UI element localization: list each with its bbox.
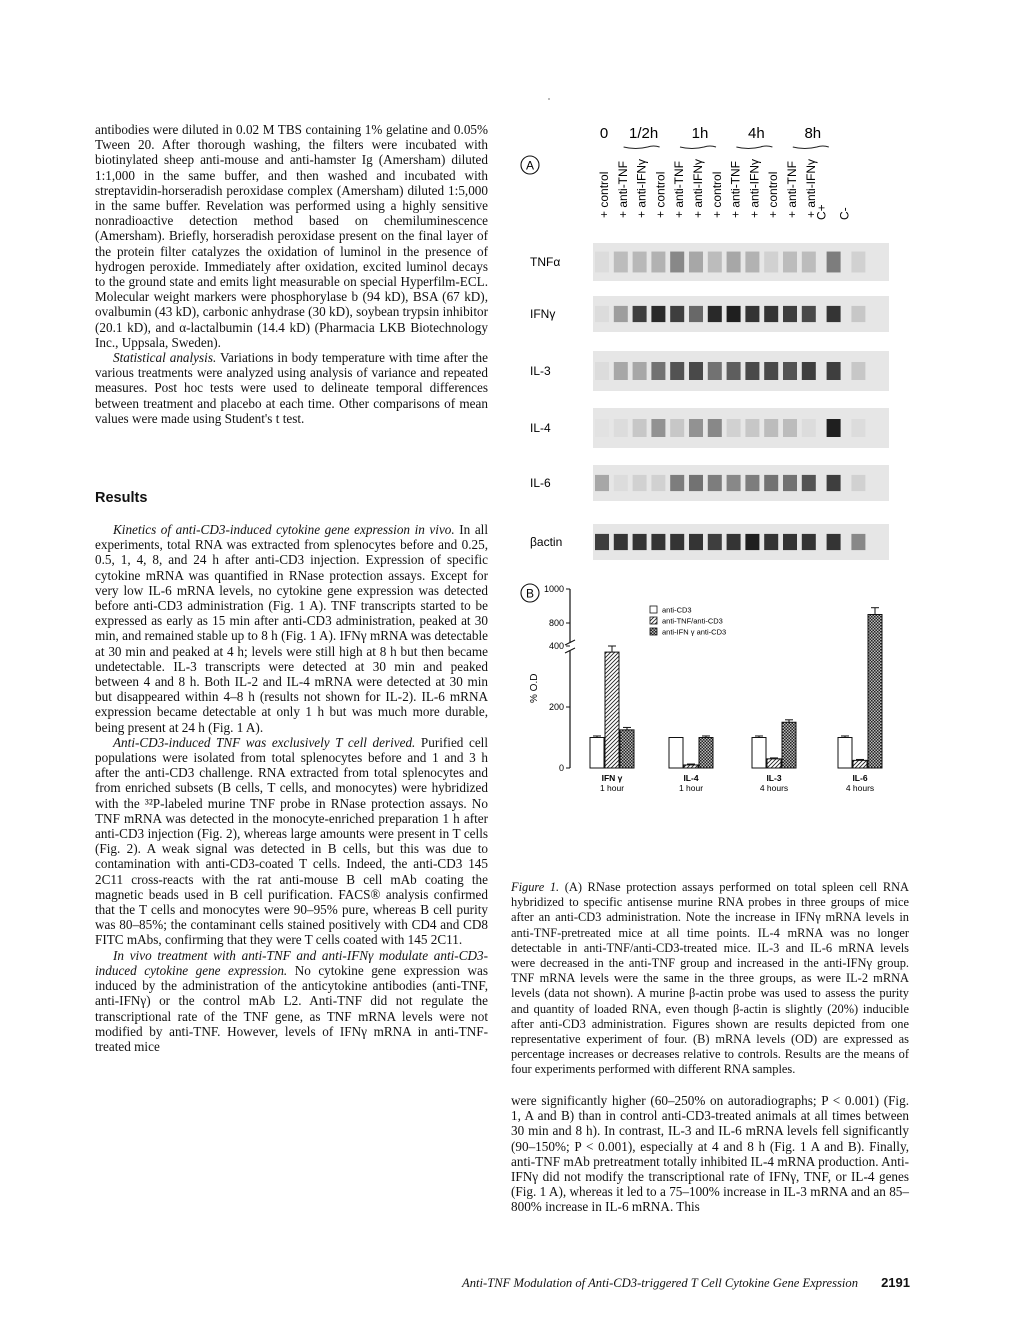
blot-row-label: IFNγ: [530, 307, 556, 321]
y-axis-label: % O.D: [529, 673, 540, 703]
category-time: 1 hour: [599, 783, 625, 793]
tnf-source-runin: Anti-CD3-induced TNF was exclusively T cell derived.: [113, 734, 416, 750]
gel-band: [745, 419, 759, 437]
gel-band: [595, 534, 609, 550]
category-label: IL-6: [852, 773, 868, 783]
gel-band: [651, 252, 665, 273]
gel-band: [764, 419, 778, 437]
gel-band: [851, 306, 865, 322]
gel-band: [689, 252, 703, 273]
bar: [669, 738, 683, 769]
gel-band: [764, 252, 778, 273]
category-label: IFN γ: [601, 773, 623, 783]
gel-band: [827, 252, 841, 273]
tnf-source-text: Purified cell populations were isolated from total splenocytes before and 1 and 3 h after the anti-CD3 challenge. RNA extracted from total splenocytes and from enriched subsets (B cells, T cells, and monocytes) were hybridized with the ³²P-labeled murine TNF probe in RNase protection assays. No TNF mRNA was detected in the monocyte-enriched preparation 1 h after anti-CD3 injection (Fig. 2), whereas large amounts were present in T cells (Fig. 2). A weak signal was detected in B cells, but this was due to contamination with anti-CD3-coated T cells. Indeed, the anti-CD3 145 2C11 cross-reacts with the rat anti-mouse B cell mAb coating the magnetic beads used in B cell purification. FACS® analysis confirmed that the T cells and monocytes were 90–95% pure, whereas B cell purity was 80–85%; the contaminant cells stained positively with CD4 and CD8 FITC mAbs, confirming that they were T cells coated with 145 2C11.: [95, 734, 488, 948]
gel-band: [595, 475, 609, 491]
time-bracket: [736, 146, 772, 149]
results-heading: Results: [95, 490, 148, 506]
gel-band: [783, 306, 797, 322]
category-label: IL-4: [683, 773, 699, 783]
gel-band: [851, 534, 865, 550]
bar: [767, 759, 781, 768]
lane-label: + control: [653, 171, 668, 218]
gel-band: [727, 306, 741, 322]
gel-band: [708, 306, 722, 322]
in-vivo-runin: In vivo treatment with anti-TNF and anti-IFNγ modulate anti-CD3-induced cytokine gene expression.: [95, 947, 488, 978]
gel-band: [633, 252, 647, 273]
gel-band: [827, 306, 841, 322]
y-tick-label: 1000: [543, 584, 564, 594]
panel-b-label: B: [525, 586, 535, 601]
gel-band: [614, 306, 628, 322]
legend-swatch: [650, 617, 657, 624]
gel-band: [614, 534, 628, 550]
statistical-analysis-paragraph: [95, 350, 488, 426]
gel-band: [727, 362, 741, 380]
gel-band: [651, 419, 665, 437]
bar: [868, 615, 882, 769]
legend-swatch: [650, 628, 657, 635]
y-tick-label: 200: [548, 702, 564, 712]
gel-band: [827, 475, 841, 491]
bar: [684, 765, 698, 768]
gel-band: [670, 534, 684, 550]
gel-band: [651, 362, 665, 380]
gel-band: [827, 534, 841, 550]
lane-label: C+: [814, 204, 829, 220]
figure-1-graphic: [505, 118, 915, 878]
gel-band: [614, 475, 628, 491]
lane-label: + control: [709, 171, 724, 218]
gel-band: [595, 306, 609, 322]
results-paragraph-kinetics: [95, 522, 488, 735]
lane-label: + anti-IFNγ: [747, 158, 762, 218]
bar: [699, 738, 713, 769]
gel-band: [708, 475, 722, 491]
panel-a-label: A: [525, 158, 535, 173]
legend-label: anti-IFN γ anti-CD3: [662, 627, 727, 637]
bar: [752, 738, 766, 769]
category-label: IL-3: [766, 773, 782, 783]
gel-band: [633, 419, 647, 437]
time-bracket: [793, 146, 829, 149]
gel-band: [614, 419, 628, 437]
lane-label: + anti-IFNγ: [803, 158, 818, 218]
time-bracket: [680, 146, 716, 149]
lane-label: + anti-TNF: [672, 160, 687, 218]
lane-label: + anti-TNF: [615, 160, 630, 218]
gel-band: [851, 475, 865, 491]
lane-label: + anti-TNF: [785, 160, 799, 218]
gel-band: [727, 419, 741, 437]
gel-band: [783, 362, 797, 380]
gel-band: [689, 362, 703, 380]
legend-swatch: [650, 606, 657, 613]
methods-paragraph: antibodies were diluted in 0.02 M TBS containing 1% gelatine and 0.05% Tween 20. After thorough washing, the filters were incubated with biotinylated sheep anti-mouse and anti-hamster Ig (Amersham) diluted 1:1,000 in the same buffer, and then washed and incubated with streptavidin-horseradish peroxidase complex (Amersham) diluted 1:5,000 in the same buffer. Revelation was performed using a highly sensitive nonradioactive detection method based on chemiluminescence (Amersham). Briefly, horseradish peroxidase present on the final layer of the protein filter catalyzes the oxidation of luminol in the presence of hydrogen peroxide. Immediately after oxidation, excited luminol decays to the ground state and emits light measurable on special Hyperfilm-ECL. Molecular weight markers were phosphorylase b (94 kD), BSA (67 kD), ovalbumin (43 kD), carbonic anhydrase (30 kD), soybean trypsin inhibitor (20.1 kD), and α-lactalbumin (14.4 kD) (Pharmacia LKB Biotechnology Inc., Uppsala, Sweden).: [95, 122, 488, 350]
gel-band: [689, 534, 703, 550]
gel-band: [633, 475, 647, 491]
caption-text: (A) RNase protection assays performed on total spleen cell RNA hybridized to specific antisense murine RNA probes in three groups of mice after an anti-CD3 administration. Note the increase in IFNγ mRNA levels in anti-TNF-pretreated mice at all time points. IL-4 mRNA was no longer detectable in anti-TNF/anti-CD3-treated mice. IL-3 and IL-6 mRNA levels were decreased in the anti-TNF group and increased in the anti-IFNγ group. TNF mRNA levels were the same in the three groups, as were IL-2 mRNA levels (data not shown). A murine β-actin probe was used to assess the purity and quantity of loaded RNA, even though β-actin is slightly (20%) inducible after anti-CD3 administration. Figures shown are results depicted from one representative experiment of four. (B) mRNA levels (OD) are expressed as percentage increases or decreases relative to controls. Results are the means of four experiments performed with different RNA samples.: [511, 880, 909, 1077]
gel-band: [802, 419, 816, 437]
blot-row-label: IL-4: [530, 421, 551, 435]
gel-band: [764, 362, 778, 380]
gel-band: [670, 252, 684, 273]
gel-band: [651, 306, 665, 322]
gel-band: [745, 306, 759, 322]
gel-band: [827, 362, 841, 380]
bar: [620, 730, 634, 768]
gel-band: [783, 419, 797, 437]
lane-label: + control: [597, 171, 611, 218]
panel-a-blots: [521, 125, 889, 560]
blot-row-label: IL-6: [530, 476, 551, 490]
results-continuation-column: [511, 1093, 909, 1215]
kinetics-text: In all experiments, total RNA was extracted from splenocytes before and 0.25, 0.5, 1, 4, 8, and 24 h after anti-CD3 injection. Expression of specific cytokine mRNA was quantified in RNase protection assays. Except for very low IL-6 mRNA levels, no cytokine gene expression was detected before anti-CD3 administration (Fig. 1 A). TNF transcripts started to be expressed as early as 15 min after anti-CD3 administration, peaked at 30 min, and remained stable up to 8 h (Fig. 1 A). IFNγ mRNA was detectable at 30 min and peaked at 4 h; levels were still high at 8 h but then became undetectable. IL-3 transcripts were detected at 30 min and peaked between 4 and 8 h. Both IL-2 and IL-4 mRNA were detected at 30 min but disappeared within 4–8 h (results not shown for IL-2). IL-6 mRNA expression became detectable at only 1 h but was much more durable, being present at 24 h (Fig. 1 A).: [95, 522, 488, 735]
category-time: 1 hour: [678, 783, 704, 793]
time-label: 0: [599, 125, 609, 142]
gel-band: [651, 475, 665, 491]
legend-label: anti-CD3: [662, 605, 692, 615]
blot-row-label: βactin: [530, 535, 563, 549]
lane-label: C-: [837, 207, 852, 220]
gel-band: [727, 475, 741, 491]
gel-band: [727, 534, 741, 550]
page-speck: [548, 98, 550, 100]
in-vivo-text: No cytokine gene expression was induced by the administration of the anticytokine antibodies (anti-TNF, anti-IFNγ) or the control mAb L2. Anti-TNF did not regulate the transcriptional rate of the TNF gene, as TNF mRNA levels were not modified by anti-TNF. However, levels of IFNγ mRNA in anti-TNF-treated mice: [95, 962, 488, 1054]
gel-band: [802, 252, 816, 273]
figure-caption: [511, 880, 909, 1078]
gel-band: [614, 362, 628, 380]
time-label: 1/2h: [628, 125, 659, 142]
gel-band: [670, 306, 684, 322]
gel-band: [802, 534, 816, 550]
lane-label: + anti-TNF: [728, 160, 743, 218]
gel-band: [764, 475, 778, 491]
blot-row-label: TNFα: [530, 255, 561, 269]
kinetics-runin: Kinetics of anti-CD3-induced cytokine gene expression in vivo.: [113, 522, 455, 537]
running-title: Anti-TNF Modulation of Anti-CD3-triggered T Cell Cytokine Gene Expression: [462, 1276, 858, 1290]
gel-band: [764, 306, 778, 322]
gel-band: [745, 534, 759, 550]
gel-band: [745, 362, 759, 380]
gel-band: [851, 419, 865, 437]
gel-band: [708, 252, 722, 273]
gel-band: [595, 419, 609, 437]
gel-band: [851, 252, 865, 273]
bar: [590, 738, 604, 769]
time-label: 1h: [691, 125, 709, 142]
gel-band: [670, 475, 684, 491]
results-column: [95, 522, 488, 1054]
gel-band: [689, 306, 703, 322]
time-label: 4h: [748, 125, 765, 142]
gel-band: [633, 534, 647, 550]
gel-band: [783, 534, 797, 550]
lane-label: + anti-IFNγ: [634, 158, 649, 218]
gel-band: [745, 252, 759, 273]
y-tick-label: 800: [548, 618, 564, 628]
gel-band: [633, 306, 647, 322]
lane-label: + anti-IFNγ: [691, 158, 705, 218]
bar: [853, 760, 867, 768]
gel-band: [802, 475, 816, 491]
gel-band: [708, 534, 722, 550]
time-label: 8h: [804, 125, 822, 142]
results-paragraph-in-vivo: [95, 948, 488, 1054]
results-continuation: were significantly higher (60–250% on autoradiographs; P < 0.001) (Fig. 1, A and B) than in control anti-CD3-treated animals at all times between 30 min and 8 h). In contrast, IL-3 and IL-6 mRNA levels fell significantly (90–150%; P < 0.001), especially at 4 and 8 h (Fig. 1 A and B). Finally, anti-TNF mAb pretreatment totally inhibited IL-4 mRNA production. Anti-IFNγ did not modify the transcriptional rate of IFNγ, TNF, or IL-4 genes (Fig. 1 A), whereas it led to a 75–100% increase in IL-3 mRNA and an 85–800% increase in IL-6 mRNA. This: [511, 1093, 909, 1215]
gel-band: [745, 475, 759, 491]
legend-label: anti-TNF/anti-CD3: [662, 616, 723, 626]
y-tick-label: 0: [558, 763, 564, 773]
bar: [605, 652, 619, 768]
time-bracket: [624, 146, 660, 149]
gel-band: [670, 362, 684, 380]
gel-band: [727, 252, 741, 273]
panel-b-chart: [521, 584, 882, 793]
gel-band: [670, 419, 684, 437]
category-time: 4 hours: [759, 783, 789, 793]
statistical-analysis-text: Variations in body temperature with time after the various treatments were analyzed using analysis of variance and repeated measures. Post hoc tests were used to delineate temporal differences between treatment and placebo at each time. Other comparisons of mean values were made using Student's t test.: [95, 350, 488, 426]
lane-label: + control: [766, 171, 781, 218]
y-tick-label: 400: [548, 641, 564, 651]
statistical-analysis-runin: Statistical analysis.: [113, 350, 217, 366]
gel-band: [595, 362, 609, 380]
bar: [838, 738, 852, 769]
page-number: 2191: [881, 1275, 910, 1290]
figure-1: [505, 118, 915, 878]
gel-band: [614, 252, 628, 273]
gel-band: [802, 362, 816, 380]
gel-band: [783, 252, 797, 273]
bar: [782, 722, 796, 768]
gel-band: [708, 362, 722, 380]
gel-band: [851, 362, 865, 380]
category-time: 4 hours: [845, 783, 875, 793]
gel-band: [827, 419, 841, 437]
results-paragraph-tnf-source: [95, 735, 488, 948]
blot-row-label: IL-3: [530, 364, 551, 378]
gel-band: [783, 475, 797, 491]
gel-band: [633, 362, 647, 380]
gel-band: [595, 252, 609, 273]
caption-label: Figure 1.: [511, 880, 560, 894]
gel-band: [802, 306, 816, 322]
gel-band: [651, 534, 665, 550]
methods-column: [95, 122, 488, 426]
gel-band: [708, 419, 722, 437]
gel-band: [764, 534, 778, 550]
gel-band: [689, 419, 703, 437]
gel-band: [689, 475, 703, 491]
